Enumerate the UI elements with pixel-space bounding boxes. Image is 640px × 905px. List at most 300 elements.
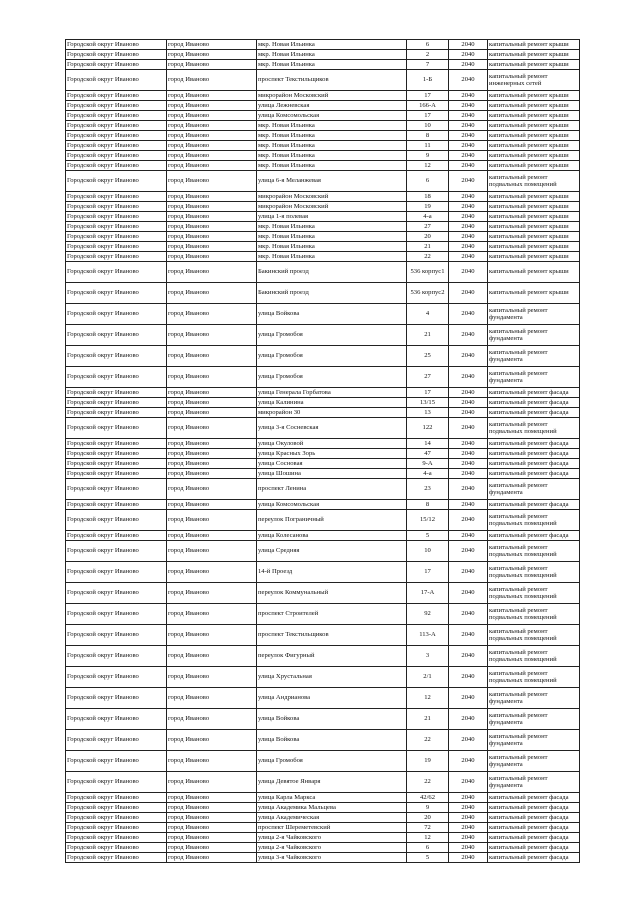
house-number-cell: 6 xyxy=(407,171,449,192)
street-cell: микрорайон Московский xyxy=(257,202,407,212)
house-number-cell: 11 xyxy=(407,141,449,151)
city-cell: город Иваново xyxy=(167,833,257,843)
table-row xyxy=(66,604,580,625)
table-row xyxy=(66,325,580,346)
work-type-cell: капитальный ремонт крыши xyxy=(488,141,580,151)
street-cell: 14-й Проезд xyxy=(257,562,407,583)
work-type-cell: капитальный ремонт фасада xyxy=(488,398,580,408)
table-row xyxy=(66,418,580,439)
work-type-cell: капитальный ремонт крыши xyxy=(488,283,580,304)
city-cell: город Иваново xyxy=(167,111,257,121)
city-cell: город Иваново xyxy=(167,813,257,823)
district-cell: Городской округ Иваново xyxy=(66,531,167,541)
house-number-cell: 21 xyxy=(407,242,449,252)
house-number-cell: 10 xyxy=(407,121,449,131)
street-cell: улица Колесанова xyxy=(257,531,407,541)
house-number-cell: 4-а xyxy=(407,212,449,222)
year-cell: 2040 xyxy=(449,772,488,793)
street-cell: проспект Шереметевский xyxy=(257,823,407,833)
table-row xyxy=(66,833,580,843)
house-number-cell: 72 xyxy=(407,823,449,833)
table-row xyxy=(66,262,580,283)
work-type-cell: капитальный ремонт подвальных помещений xyxy=(488,510,580,531)
table-row xyxy=(66,252,580,262)
year-cell: 2040 xyxy=(449,252,488,262)
table-row xyxy=(66,449,580,459)
district-cell: Городской округ Иваново xyxy=(66,843,167,853)
city-cell: город Иваново xyxy=(167,60,257,70)
district-cell: Городской округ Иваново xyxy=(66,646,167,667)
year-cell: 2040 xyxy=(449,398,488,408)
year-cell: 2040 xyxy=(449,161,488,171)
year-cell: 2040 xyxy=(449,212,488,222)
work-type-cell: капитальный ремонт крыши xyxy=(488,91,580,101)
year-cell: 2040 xyxy=(449,853,488,863)
street-cell: мкр. Новая Ильинка xyxy=(257,161,407,171)
year-cell: 2040 xyxy=(449,751,488,772)
house-number-cell: 5 xyxy=(407,853,449,863)
house-number-cell: 13 xyxy=(407,408,449,418)
city-cell: город Иваново xyxy=(167,91,257,101)
street-cell: улица Генерала Горбатова xyxy=(257,388,407,398)
year-cell: 2040 xyxy=(449,242,488,252)
table-row xyxy=(66,625,580,646)
year-cell: 2040 xyxy=(449,60,488,70)
city-cell: город Иваново xyxy=(167,192,257,202)
city-cell: город Иваново xyxy=(167,418,257,439)
city-cell: город Иваново xyxy=(167,439,257,449)
street-cell: улица Войкова xyxy=(257,709,407,730)
table-row xyxy=(66,479,580,500)
street-cell: проспект Текстильщиков xyxy=(257,70,407,91)
street-cell: улица Комсомольская xyxy=(257,500,407,510)
street-cell: улица Калинина xyxy=(257,398,407,408)
house-number-cell: 1-Б xyxy=(407,70,449,91)
street-cell: переулок Коммунальный xyxy=(257,583,407,604)
work-type-cell: капитальный ремонт крыши xyxy=(488,192,580,202)
house-number-cell: 21 xyxy=(407,709,449,730)
work-type-cell: капитальный ремонт фундамента xyxy=(488,751,580,772)
year-cell: 2040 xyxy=(449,449,488,459)
street-cell: улица Средняя xyxy=(257,541,407,562)
street-cell: проспект Ленина xyxy=(257,479,407,500)
district-cell: Городской округ Иваново xyxy=(66,772,167,793)
year-cell: 2040 xyxy=(449,646,488,667)
district-cell: Городской округ Иваново xyxy=(66,202,167,212)
district-cell: Городской округ Иваново xyxy=(66,439,167,449)
district-cell: Городской округ Иваново xyxy=(66,91,167,101)
house-number-cell: 6 xyxy=(407,843,449,853)
table-row xyxy=(66,772,580,793)
work-type-cell: капитальный ремонт крыши xyxy=(488,50,580,60)
city-cell: город Иваново xyxy=(167,459,257,469)
street-cell: проспект Строителей xyxy=(257,604,407,625)
table-row xyxy=(66,50,580,60)
year-cell: 2040 xyxy=(449,479,488,500)
work-type-cell: капитальный ремонт крыши xyxy=(488,262,580,283)
city-cell: город Иваново xyxy=(167,709,257,730)
city-cell: город Иваново xyxy=(167,449,257,459)
work-type-cell: капитальный ремонт фундамента xyxy=(488,367,580,388)
table-row xyxy=(66,688,580,709)
street-cell: улица Шошина xyxy=(257,469,407,479)
district-cell: Городской округ Иваново xyxy=(66,418,167,439)
city-cell: город Иваново xyxy=(167,304,257,325)
district-cell: Городской округ Иваново xyxy=(66,304,167,325)
house-number-cell: 23 xyxy=(407,479,449,500)
year-cell: 2040 xyxy=(449,171,488,192)
district-cell: Городской округ Иваново xyxy=(66,131,167,141)
district-cell: Городской округ Иваново xyxy=(66,803,167,813)
district-cell: Городской округ Иваново xyxy=(66,192,167,202)
work-type-cell: капитальный ремонт фасада xyxy=(488,813,580,823)
district-cell: Городской округ Иваново xyxy=(66,101,167,111)
district-cell: Городской округ Иваново xyxy=(66,70,167,91)
city-cell: город Иваново xyxy=(167,40,257,50)
street-cell: улица Громобоя xyxy=(257,751,407,772)
year-cell: 2040 xyxy=(449,408,488,418)
year-cell: 2040 xyxy=(449,459,488,469)
work-type-cell: капитальный ремонт фасада xyxy=(488,833,580,843)
house-number-cell: 15/12 xyxy=(407,510,449,531)
table-row xyxy=(66,853,580,863)
year-cell: 2040 xyxy=(449,439,488,449)
city-cell: город Иваново xyxy=(167,823,257,833)
year-cell: 2040 xyxy=(449,803,488,813)
district-cell: Городской округ Иваново xyxy=(66,40,167,50)
city-cell: город Иваново xyxy=(167,398,257,408)
street-cell: мкр. Новая Ильинка xyxy=(257,232,407,242)
street-cell: мкр. Новая Ильинка xyxy=(257,121,407,131)
house-number-cell: 8 xyxy=(407,500,449,510)
year-cell: 2040 xyxy=(449,388,488,398)
district-cell: Городской округ Иваново xyxy=(66,479,167,500)
house-number-cell: 10 xyxy=(407,541,449,562)
house-number-cell: 17 xyxy=(407,91,449,101)
work-type-cell: капитальный ремонт крыши xyxy=(488,111,580,121)
street-cell: мкр. Новая Ильинка xyxy=(257,131,407,141)
city-cell: город Иваново xyxy=(167,562,257,583)
district-cell: Городской округ Иваново xyxy=(66,171,167,192)
table-row xyxy=(66,161,580,171)
house-number-cell: 17 xyxy=(407,562,449,583)
house-number-cell: 536 корпус2 xyxy=(407,283,449,304)
street-cell: улица Лежневская xyxy=(257,101,407,111)
district-cell: Городской округ Иваново xyxy=(66,510,167,531)
district-cell: Городской округ Иваново xyxy=(66,232,167,242)
street-cell: мкр. Новая Ильинка xyxy=(257,60,407,70)
street-cell: улица Окуловой xyxy=(257,439,407,449)
house-number-cell: 27 xyxy=(407,222,449,232)
year-cell: 2040 xyxy=(449,192,488,202)
street-cell: улица Войкова xyxy=(257,304,407,325)
year-cell: 2040 xyxy=(449,688,488,709)
house-number-cell: 12 xyxy=(407,161,449,171)
street-cell: мкр. Новая Ильинка xyxy=(257,141,407,151)
house-number-cell: 20 xyxy=(407,232,449,242)
house-number-cell: 18 xyxy=(407,192,449,202)
table-row xyxy=(66,583,580,604)
city-cell: город Иваново xyxy=(167,252,257,262)
district-cell: Городской округ Иваново xyxy=(66,121,167,131)
house-number-cell: 122 xyxy=(407,418,449,439)
street-cell: улица 2-я Чайковского xyxy=(257,833,407,843)
work-type-cell: капитальный ремонт фасада xyxy=(488,449,580,459)
year-cell: 2040 xyxy=(449,843,488,853)
table-row xyxy=(66,70,580,91)
street-cell: улица Академика Мальцева xyxy=(257,803,407,813)
year-cell: 2040 xyxy=(449,232,488,242)
district-cell: Городской округ Иваново xyxy=(66,242,167,252)
table-row xyxy=(66,121,580,131)
year-cell: 2040 xyxy=(449,604,488,625)
district-cell: Городской округ Иваново xyxy=(66,252,167,262)
city-cell: город Иваново xyxy=(167,101,257,111)
city-cell: город Иваново xyxy=(167,479,257,500)
work-type-cell: капитальный ремонт крыши xyxy=(488,232,580,242)
year-cell: 2040 xyxy=(449,813,488,823)
work-type-cell: капитальный ремонт фундамента xyxy=(488,304,580,325)
city-cell: город Иваново xyxy=(167,667,257,688)
table-row xyxy=(66,91,580,101)
house-number-cell: 13/15 xyxy=(407,398,449,408)
house-number-cell: 12 xyxy=(407,688,449,709)
house-number-cell: 27 xyxy=(407,367,449,388)
work-type-cell: капитальный ремонт крыши xyxy=(488,242,580,252)
street-cell: мкр. Новая Ильинка xyxy=(257,40,407,50)
work-type-cell: капитальный ремонт подвальных помещений xyxy=(488,171,580,192)
work-type-cell: капитальный ремонт фундамента xyxy=(488,772,580,793)
work-type-cell: капитальный ремонт крыши xyxy=(488,101,580,111)
work-type-cell: капитальный ремонт крыши xyxy=(488,252,580,262)
city-cell: город Иваново xyxy=(167,141,257,151)
house-number-cell: 6 xyxy=(407,40,449,50)
street-cell: улица Карла Маркса xyxy=(257,793,407,803)
city-cell: город Иваново xyxy=(167,604,257,625)
table-row xyxy=(66,843,580,853)
work-type-cell: капитальный ремонт фасада xyxy=(488,388,580,398)
house-number-cell: 536 корпус1 xyxy=(407,262,449,283)
city-cell: город Иваново xyxy=(167,408,257,418)
street-cell: улица 2-я Чайковского xyxy=(257,843,407,853)
work-type-cell: капитальный ремонт фасада xyxy=(488,823,580,833)
table-row xyxy=(66,730,580,751)
city-cell: город Иваново xyxy=(167,803,257,813)
city-cell: город Иваново xyxy=(167,367,257,388)
house-number-cell: 9 xyxy=(407,151,449,161)
work-type-cell: капитальный ремонт фундамента xyxy=(488,325,580,346)
work-type-cell: капитальный ремонт крыши xyxy=(488,121,580,131)
table-row xyxy=(66,751,580,772)
district-cell: Городской округ Иваново xyxy=(66,459,167,469)
city-cell: город Иваново xyxy=(167,793,257,803)
table-row xyxy=(66,510,580,531)
year-cell: 2040 xyxy=(449,202,488,212)
table-row xyxy=(66,171,580,192)
table-row xyxy=(66,101,580,111)
table-row xyxy=(66,111,580,121)
district-cell: Городской округ Иваново xyxy=(66,751,167,772)
district-cell: Городской округ Иваново xyxy=(66,222,167,232)
work-type-cell: капитальный ремонт фундамента xyxy=(488,346,580,367)
table-row xyxy=(66,459,580,469)
city-cell: город Иваново xyxy=(167,772,257,793)
district-cell: Городской округ Иваново xyxy=(66,262,167,283)
house-number-cell: 3 xyxy=(407,646,449,667)
work-type-cell: капитальный ремонт крыши xyxy=(488,151,580,161)
year-cell: 2040 xyxy=(449,325,488,346)
district-cell: Городской округ Иваново xyxy=(66,667,167,688)
work-type-cell: капитальный ремонт фасада xyxy=(488,843,580,853)
work-type-cell: капитальный ремонт фасада xyxy=(488,793,580,803)
year-cell: 2040 xyxy=(449,541,488,562)
table-row xyxy=(66,232,580,242)
house-number-cell: 19 xyxy=(407,202,449,212)
year-cell: 2040 xyxy=(449,141,488,151)
city-cell: город Иваново xyxy=(167,121,257,131)
house-number-cell: 14 xyxy=(407,439,449,449)
work-type-cell: капитальный ремонт фасада xyxy=(488,459,580,469)
work-type-cell: капитальный ремонт подвальных помещений xyxy=(488,562,580,583)
district-cell: Городской округ Иваново xyxy=(66,730,167,751)
work-type-cell: капитальный ремонт фасада xyxy=(488,408,580,418)
district-cell: Городской округ Иваново xyxy=(66,853,167,863)
street-cell: переулок Фигурный xyxy=(257,646,407,667)
district-cell: Городской округ Иваново xyxy=(66,111,167,121)
city-cell: город Иваново xyxy=(167,751,257,772)
district-cell: Городской округ Иваново xyxy=(66,625,167,646)
work-type-cell: капитальный ремонт фасада xyxy=(488,853,580,863)
district-cell: Городской округ Иваново xyxy=(66,367,167,388)
table-row xyxy=(66,408,580,418)
city-cell: город Иваново xyxy=(167,510,257,531)
street-cell: мкр. Новая Ильинка xyxy=(257,242,407,252)
street-cell: переулок Пограничный xyxy=(257,510,407,531)
year-cell: 2040 xyxy=(449,131,488,141)
street-cell: мкр. Новая Ильинка xyxy=(257,222,407,232)
work-type-cell: капитальный ремонт фасада xyxy=(488,469,580,479)
year-cell: 2040 xyxy=(449,151,488,161)
house-number-cell: 7 xyxy=(407,60,449,70)
work-type-cell: капитальный ремонт подвальных помещений xyxy=(488,625,580,646)
table-row xyxy=(66,283,580,304)
street-cell: улица Громобоя xyxy=(257,325,407,346)
district-cell: Городской округ Иваново xyxy=(66,500,167,510)
house-number-cell: 113-А xyxy=(407,625,449,646)
street-cell: мкр. Новая Ильинка xyxy=(257,50,407,60)
city-cell: город Иваново xyxy=(167,688,257,709)
street-cell: улица 1-я полевая xyxy=(257,212,407,222)
house-number-cell: 22 xyxy=(407,772,449,793)
street-cell: улица Сосновая xyxy=(257,459,407,469)
table-row xyxy=(66,439,580,449)
street-cell: микрорайон Московский xyxy=(257,91,407,101)
street-cell: улица Громобоя xyxy=(257,346,407,367)
district-cell: Городской округ Иваново xyxy=(66,562,167,583)
work-type-cell: капитальный ремонт фасада xyxy=(488,500,580,510)
district-cell: Городской округ Иваново xyxy=(66,688,167,709)
district-cell: Городской округ Иваново xyxy=(66,283,167,304)
table-row xyxy=(66,709,580,730)
street-cell: улица Красных Зорь xyxy=(257,449,407,459)
city-cell: город Иваново xyxy=(167,469,257,479)
city-cell: город Иваново xyxy=(167,625,257,646)
street-cell: улица Хрустальная xyxy=(257,667,407,688)
house-number-cell: 4 xyxy=(407,304,449,325)
district-cell: Городской округ Иваново xyxy=(66,50,167,60)
table-row xyxy=(66,60,580,70)
year-cell: 2040 xyxy=(449,222,488,232)
street-cell: улица Войкова xyxy=(257,730,407,751)
work-type-cell: капитальный ремонт крыши xyxy=(488,202,580,212)
table-row xyxy=(66,192,580,202)
city-cell: город Иваново xyxy=(167,202,257,212)
district-cell: Городской округ Иваново xyxy=(66,151,167,161)
year-cell: 2040 xyxy=(449,91,488,101)
city-cell: город Иваново xyxy=(167,161,257,171)
street-cell: Бакинский проезд xyxy=(257,262,407,283)
work-type-cell: капитальный ремонт фундамента xyxy=(488,688,580,709)
work-type-cell: капитальный ремонт подвальных помещений xyxy=(488,667,580,688)
house-number-cell: 166-А xyxy=(407,101,449,111)
district-cell: Городской округ Иваново xyxy=(66,141,167,151)
street-cell: Бакинский проезд xyxy=(257,283,407,304)
year-cell: 2040 xyxy=(449,500,488,510)
table-row xyxy=(66,242,580,252)
house-number-cell: 9-А xyxy=(407,459,449,469)
city-cell: город Иваново xyxy=(167,70,257,91)
work-type-cell: капитальный ремонт подвальных помещений xyxy=(488,541,580,562)
work-type-cell: капитальный ремонт подвальных помещений xyxy=(488,604,580,625)
year-cell: 2040 xyxy=(449,562,488,583)
work-type-cell: капитальный ремонт фасада xyxy=(488,803,580,813)
work-type-cell: капитальный ремонт подвальных помещений xyxy=(488,583,580,604)
table-row xyxy=(66,793,580,803)
city-cell: город Иваново xyxy=(167,531,257,541)
city-cell: город Иваново xyxy=(167,730,257,751)
table-row xyxy=(66,304,580,325)
table-row xyxy=(66,803,580,813)
house-number-cell: 5 xyxy=(407,531,449,541)
district-cell: Городской округ Иваново xyxy=(66,388,167,398)
house-number-cell: 17-А xyxy=(407,583,449,604)
work-type-cell: капитальный ремонт крыши xyxy=(488,222,580,232)
year-cell: 2040 xyxy=(449,111,488,121)
street-cell: улица Академическая xyxy=(257,813,407,823)
table-row xyxy=(66,398,580,408)
work-type-cell: капитальный ремонт фасада xyxy=(488,439,580,449)
work-type-cell: капитальный ремонт инженерных сетей xyxy=(488,70,580,91)
city-cell: город Иваново xyxy=(167,646,257,667)
work-type-cell: капитальный ремонт подвальных помещений xyxy=(488,418,580,439)
year-cell: 2040 xyxy=(449,625,488,646)
table-row xyxy=(66,562,580,583)
city-cell: город Иваново xyxy=(167,131,257,141)
year-cell: 2040 xyxy=(449,730,488,751)
house-number-cell: 4-а xyxy=(407,469,449,479)
district-cell: Городской округ Иваново xyxy=(66,469,167,479)
table-row xyxy=(66,388,580,398)
year-cell: 2040 xyxy=(449,283,488,304)
street-cell: улица Девятое Января xyxy=(257,772,407,793)
house-number-cell: 92 xyxy=(407,604,449,625)
year-cell: 2040 xyxy=(449,121,488,131)
city-cell: город Иваново xyxy=(167,50,257,60)
table-row xyxy=(66,813,580,823)
table-row xyxy=(66,40,580,50)
house-number-cell: 21 xyxy=(407,325,449,346)
house-number-cell: 25 xyxy=(407,346,449,367)
